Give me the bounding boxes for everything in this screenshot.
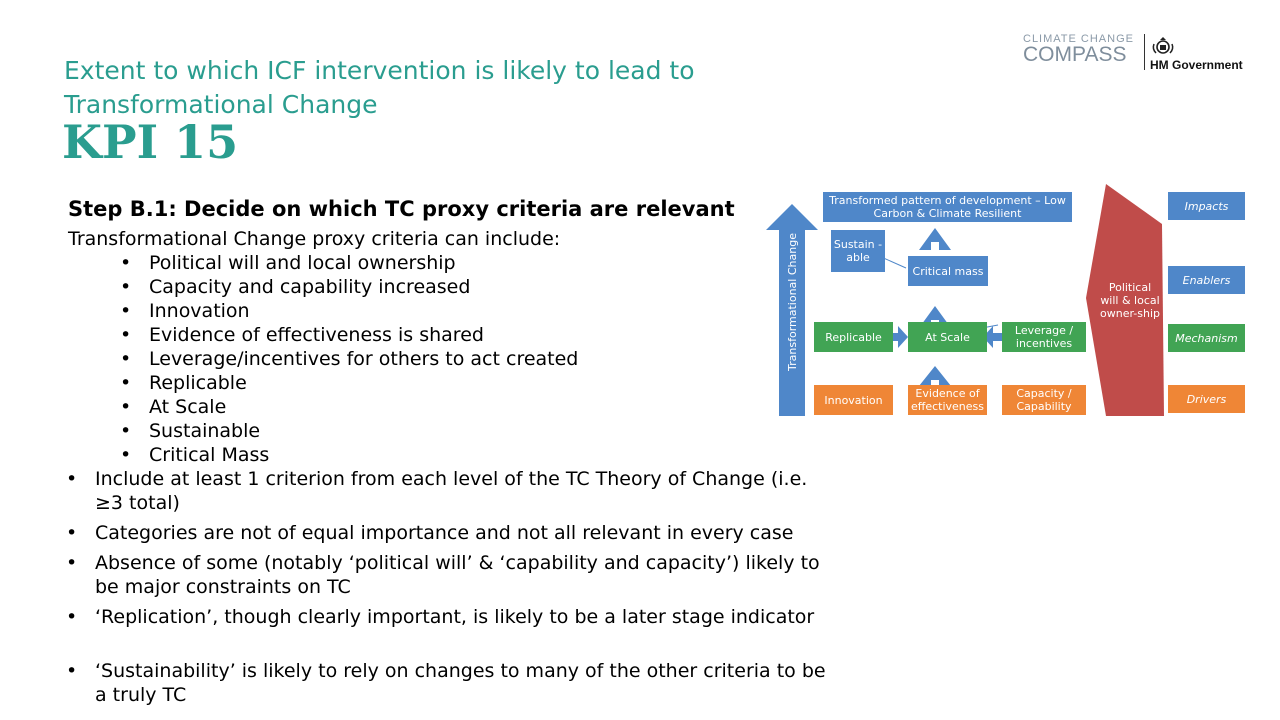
- note-text: ‘Replication’, though clearly important, is likely to be a later stage indicator: [95, 606, 815, 628]
- criteria-text: Sustainable: [149, 420, 261, 442]
- page-title-line-2: Transformational Change: [64, 90, 378, 119]
- criteria-text: Innovation: [149, 300, 250, 322]
- note-item: [66, 521, 826, 545]
- criteria-text: At Scale: [149, 396, 227, 418]
- criteria-text: Leverage/incentives for others to act created: [149, 348, 579, 370]
- compass-logo-line-1: CLIMATE CHANGE: [1023, 33, 1134, 45]
- royal-crest-icon: [1151, 36, 1175, 56]
- note-text: Include at least 1 criterion from each level of the TC Theory of Change (i.e. ≥3 total): [95, 468, 808, 514]
- critical-mass-box: Critical mass: [908, 256, 988, 286]
- bullet-icon: •: [120, 444, 132, 466]
- up-arrow-icon: [919, 366, 951, 386]
- criteria-text: Critical Mass: [149, 444, 270, 466]
- bullet-icon: •: [120, 396, 132, 418]
- note-text: Categories are not of equal importance and not all relevant in every case: [95, 522, 794, 544]
- leverage-box: Leverage / incentives: [1002, 322, 1086, 352]
- bullet-icon: •: [120, 348, 132, 370]
- climate-change-compass-logo: [1023, 33, 1134, 67]
- bullet-icon: •: [120, 300, 132, 322]
- replicable-box: Replicable: [814, 322, 893, 352]
- compass-logo-line-2: COMPASS: [1023, 43, 1127, 66]
- bullet-icon: •: [120, 276, 132, 298]
- bullet-icon: •: [66, 522, 78, 544]
- at-scale-box: At Scale: [908, 322, 987, 352]
- transformed-pattern-box: Transformed pattern of development – Low Carbon & Climate Resilient: [823, 192, 1072, 222]
- bullet-icon: •: [120, 420, 132, 442]
- criteria-text: Political will and local ownership: [149, 252, 456, 274]
- bullet-icon: •: [120, 372, 132, 394]
- political-will-label: Political will & local owner-ship: [1100, 280, 1160, 320]
- hm-government-logo-text: HM Government: [1150, 58, 1243, 72]
- step-heading: Step B.1: Decide on which TC proxy criteria are relevant: [68, 197, 735, 221]
- note-item: [66, 605, 826, 629]
- bullet-icon: •: [120, 324, 132, 346]
- level-impacts: Impacts: [1168, 192, 1245, 220]
- page-title-line-1: Extent to which ICF intervention is likely to lead to: [64, 56, 695, 85]
- theory-of-change-diagram: [766, 180, 1248, 420]
- note-text: ‘Sustainability’ is likely to rely on changes to many of the other criteria to be a truly TC: [95, 660, 826, 706]
- bullet-icon: •: [120, 252, 132, 274]
- bullet-icon: •: [66, 660, 78, 682]
- innovation-box: Innovation: [814, 385, 893, 415]
- capacity-box: Capacity / Capability: [1002, 385, 1086, 415]
- level-enablers: Enablers: [1168, 266, 1245, 294]
- bullet-icon: •: [66, 552, 78, 574]
- logo-divider: [1144, 34, 1145, 70]
- note-item: [66, 551, 826, 599]
- criteria-text: Evidence of effectiveness is shared: [149, 324, 484, 346]
- level-mechanism: Mechanism: [1168, 324, 1245, 352]
- bullet-icon: •: [66, 606, 78, 628]
- criteria-text: Capacity and capability increased: [149, 276, 471, 298]
- evidence-box: Evidence of effectiveness: [908, 385, 987, 415]
- transformational-change-label: Transformational Change: [786, 233, 799, 371]
- kpi-heading: KPI 15: [62, 115, 239, 169]
- criteria-text: Replicable: [149, 372, 247, 394]
- level-drivers: Drivers: [1168, 385, 1245, 413]
- note-text: Absence of some (notably ‘political will’ & ‘capability and capacity’) likely to be major constraints on TC: [95, 552, 820, 598]
- note-item: [66, 467, 826, 515]
- bullet-icon: •: [66, 468, 78, 490]
- up-arrow-icon: [919, 228, 951, 250]
- sustainable-box: Sustain -able: [831, 230, 885, 272]
- criteria-intro: Transformational Change proxy criteria can include:: [68, 228, 561, 250]
- note-item: [66, 659, 826, 707]
